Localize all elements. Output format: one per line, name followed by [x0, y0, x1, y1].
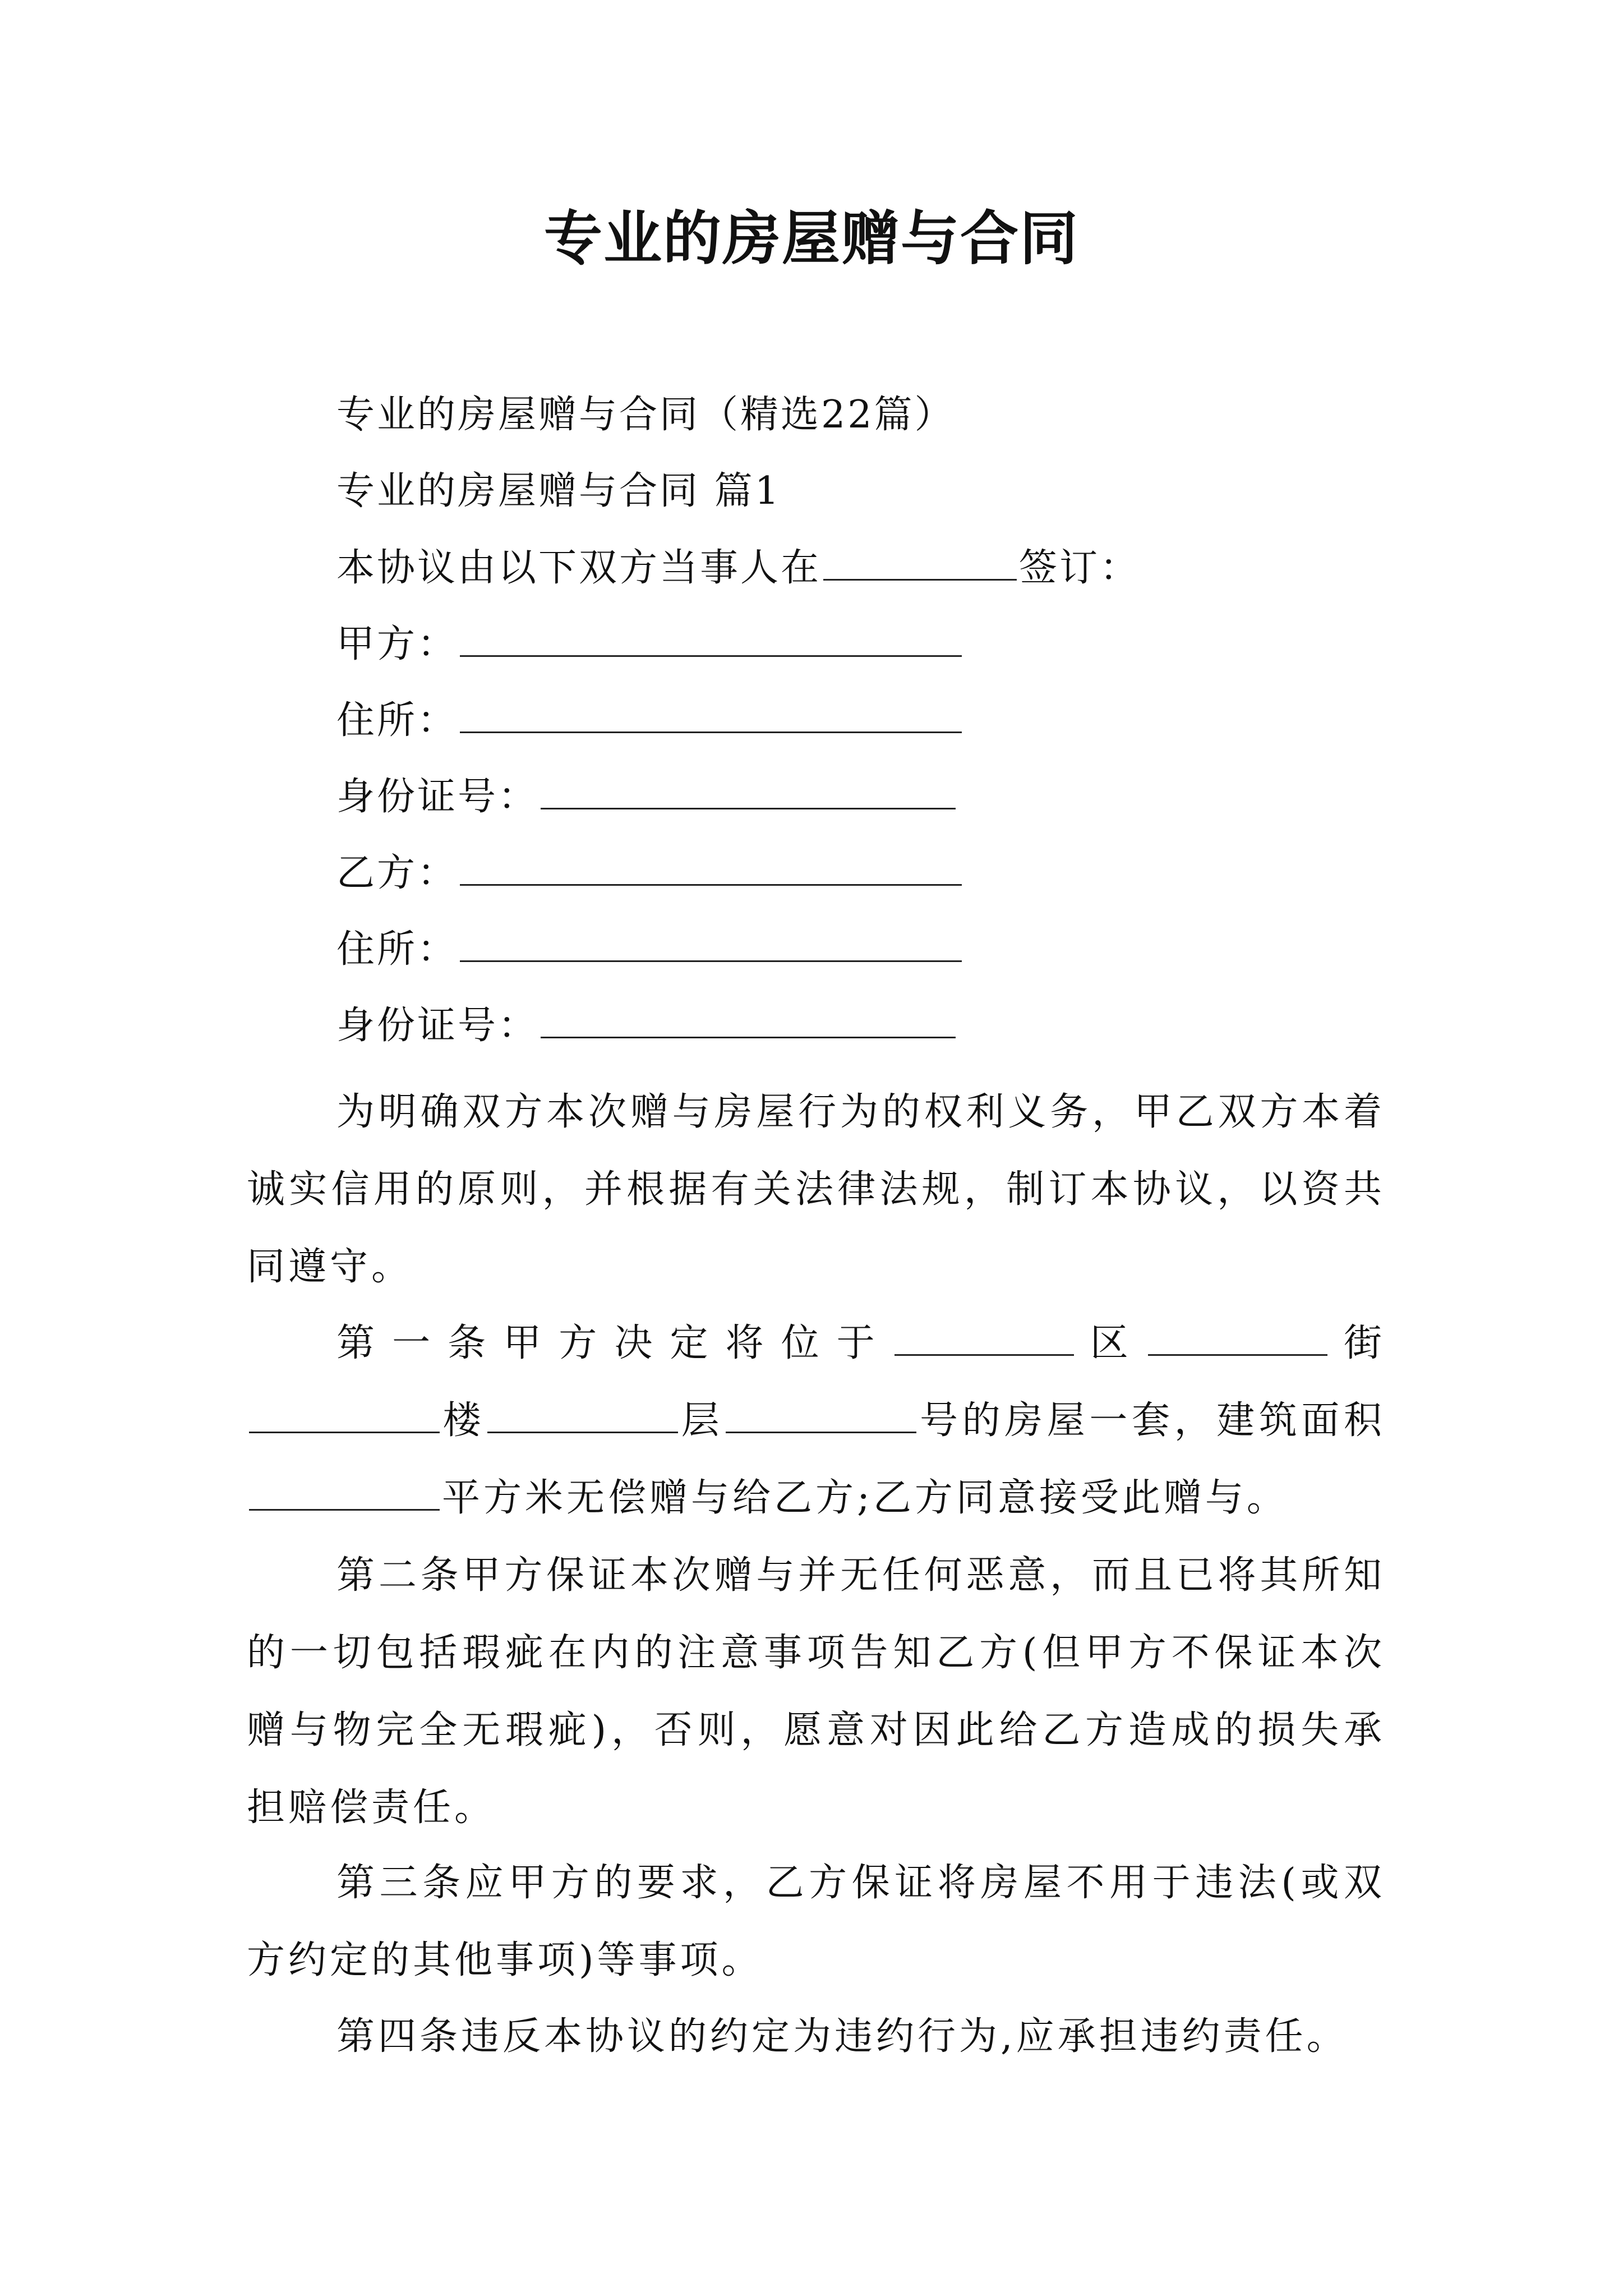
address-b-label: 住所： [336, 927, 458, 972]
street-blank[interactable] [1148, 1320, 1327, 1356]
party-a-line [336, 616, 964, 673]
id-b-label: 身份证号： [336, 1004, 539, 1048]
id-a-line [336, 769, 958, 825]
party-b-line [336, 845, 964, 901]
id-a-blank[interactable] [541, 769, 956, 809]
party-a-label: 甲方： [336, 622, 458, 666]
section-heading: 专业的房屋赠与合同 篇1 [336, 469, 781, 513]
signing-place-blank[interactable] [823, 540, 1017, 581]
building-blank[interactable] [249, 1398, 440, 1433]
party-b-blank[interactable] [460, 845, 962, 886]
district-blank[interactable] [895, 1320, 1074, 1356]
address-a-line [336, 692, 964, 749]
article-4-paragraph: 第四条违反本协议的约定为违约行为,应承担违约责任。 [336, 2014, 1348, 2059]
article-1-part-1: 第一条甲方决定将位于 [336, 1321, 892, 1365]
address-b-line [336, 921, 964, 978]
article-1-part-4: 楼 [442, 1398, 486, 1443]
preamble-paragraph: 为明确双方本次赠与房屋行为的权利义务，甲乙双方本着诚实信用的原则，并根据有关法律法规，制订本协议，以资共同遵守。 [247, 1090, 1385, 1289]
id-b-line [336, 997, 958, 1054]
document-subtitle: 专业的房屋赠与合同（精选22篇） [336, 393, 955, 437]
intro-line [336, 540, 1140, 596]
intro-after: 签订： [1019, 546, 1141, 590]
document-title: 专业的房屋赠与合同 [543, 204, 1079, 273]
intro-before: 本协议由以下双方当事人在 [336, 546, 822, 590]
id-b-blank[interactable] [541, 997, 956, 1038]
party-b-label: 乙方： [336, 851, 458, 895]
article-1-paragraph [247, 1305, 1385, 1537]
article-1-part-5: 层 [680, 1398, 724, 1443]
address-a-blank[interactable] [460, 692, 962, 733]
address-b-blank[interactable] [460, 921, 962, 962]
article-1-part-7: 平方米无偿赠与给乙方;乙方同意接受此赠与。 [442, 1476, 1288, 1520]
article-1-part-3: 街 [1329, 1321, 1385, 1365]
party-a-blank[interactable] [460, 616, 962, 657]
address-a-label: 住所： [336, 698, 458, 743]
floor-blank[interactable] [487, 1398, 678, 1433]
room-number-blank[interactable] [726, 1398, 916, 1433]
article-2-paragraph: 第二条甲方保证本次赠与并无任何恶意，而且已将其所知的一切包括瑕疵在内的注意事项告知乙方(但甲方不保证本次赠与物完全无瑕疵)，否则，愿意对因此给乙方造成的损失承担赔偿责任。 [247, 1553, 1385, 1830]
article-3-paragraph: 第三条应甲方的要求，乙方保证将房屋不用于违法(或双方约定的其他事项)等事项。 [247, 1861, 1385, 1982]
area-blank[interactable] [249, 1475, 440, 1511]
id-a-label: 身份证号： [336, 775, 539, 819]
article-1-part-6: 号的房屋一套，建筑面积 [919, 1398, 1385, 1443]
article-1-part-2: 区 [1076, 1321, 1146, 1365]
